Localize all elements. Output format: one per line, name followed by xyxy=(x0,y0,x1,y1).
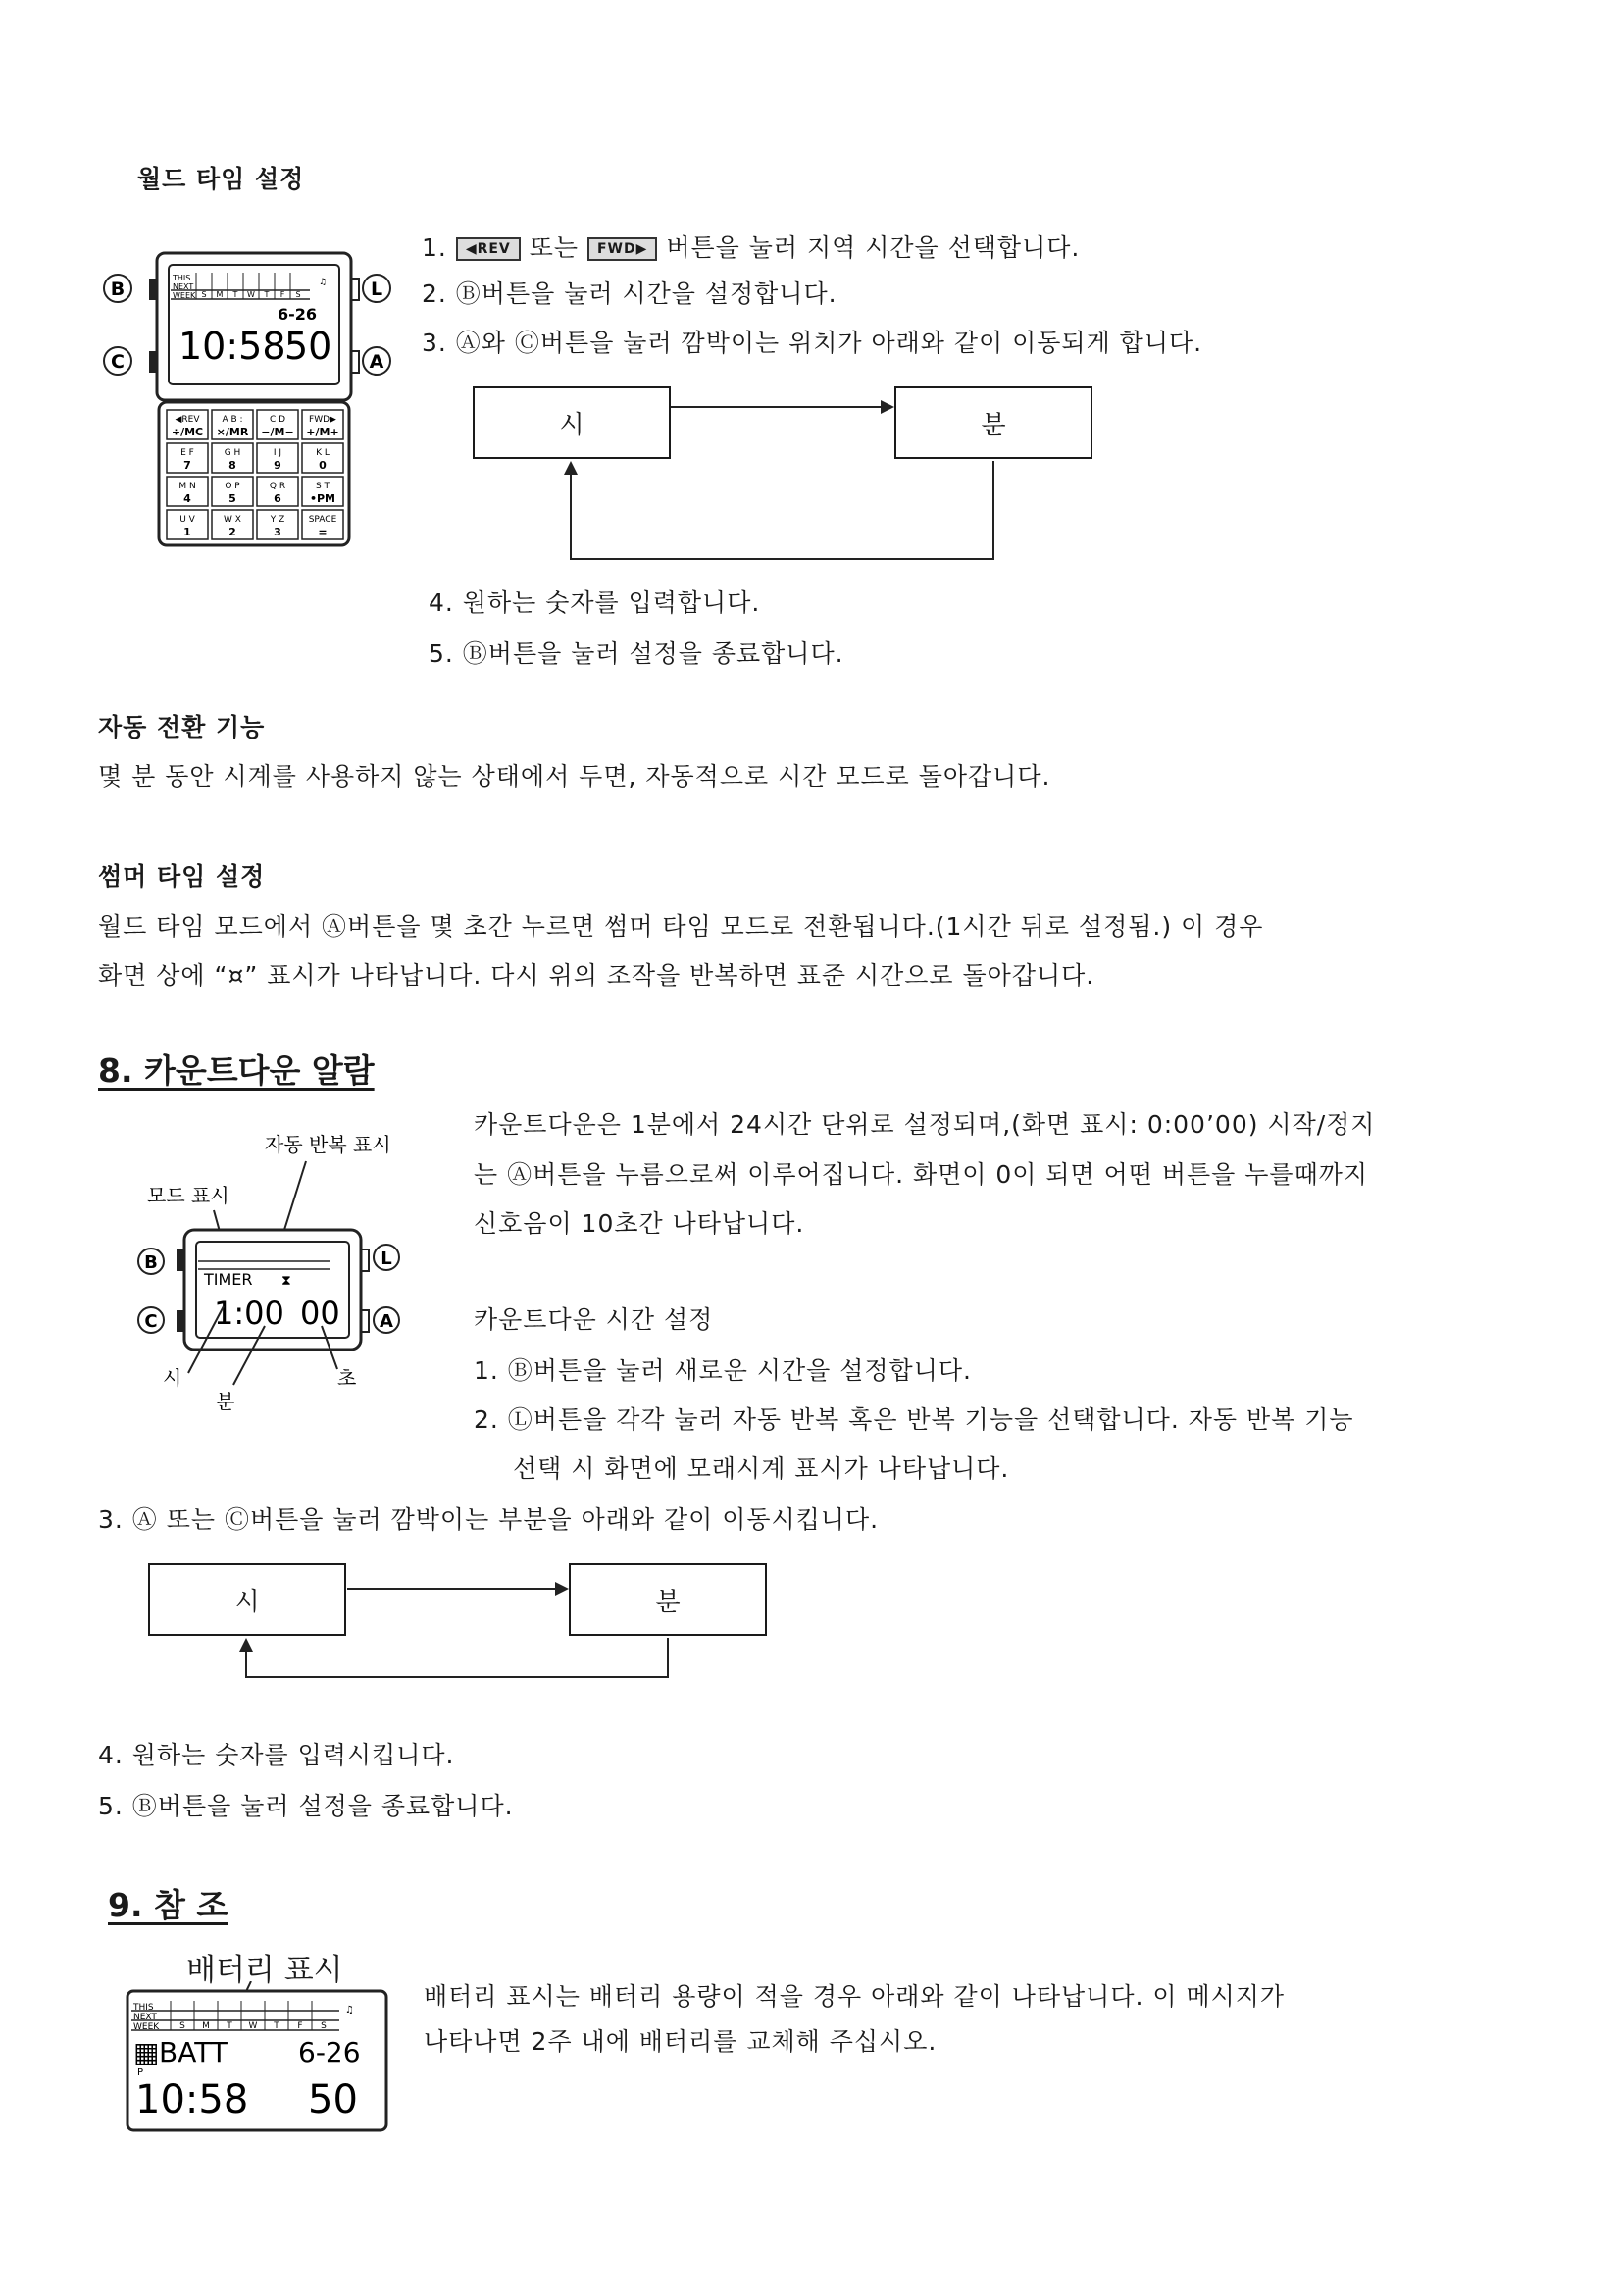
auto-repeat-label: 자동 반복 표시 xyxy=(265,1133,391,1156)
weekday-label: S xyxy=(179,2021,185,2031)
keypad-key-bottom-label: 8 xyxy=(228,459,236,472)
keypad-key-bottom-label: 2 xyxy=(228,526,236,538)
watch1-row-next: NEXT xyxy=(173,282,194,291)
keypad-key-top-label: A B : xyxy=(222,415,243,425)
rev-button-image: ◀REV xyxy=(456,237,521,261)
watch1-btn-a-label: A xyxy=(369,351,384,373)
keypad-key-top-label: S T xyxy=(315,482,330,491)
reference-section-title: 9. 참 조 xyxy=(108,1886,228,1924)
keypad-key-top-label: Q R xyxy=(269,482,286,491)
watch2-seconds: 00 xyxy=(300,1295,340,1332)
flow1-hour-box: 시 xyxy=(473,386,671,459)
keypad-key-top-label: ◀REV xyxy=(175,415,200,425)
keypad-key-top-label: G H xyxy=(224,448,241,458)
keypad-key-bottom-label: 6 xyxy=(274,492,281,505)
countdown-step2a: 2. Ⓛ버튼을 각각 눌러 자동 반복 혹은 반복 기능을 선택합니다. 자동 반복 기능 xyxy=(474,1405,1354,1434)
keypad-key-bottom-label: 1 xyxy=(183,526,191,538)
keypad-key-bottom-label: 0 xyxy=(319,459,327,472)
weekday-label: F xyxy=(297,2021,303,2031)
keypad-key-top-label: SPACE xyxy=(308,515,337,525)
watch1-row-this: THIS xyxy=(173,274,191,282)
weekday-label: T xyxy=(227,2021,232,2031)
world-step1 xyxy=(422,229,1080,264)
watch-calculator-illustration xyxy=(98,243,392,547)
flow1-arrows xyxy=(471,382,1098,569)
keypad-key-bottom-label: −/M− xyxy=(261,426,294,438)
keypad-key-top-label: FWD▶ xyxy=(309,415,336,425)
countdown-step2b: 선택 시 화면에 모래시계 표시가 나타납니다. xyxy=(513,1454,1010,1483)
battery-alarm-icon: ♫ xyxy=(345,2005,354,2015)
watch2-mode-text: TIMER xyxy=(204,1270,253,1289)
world-step3: 3. Ⓐ와 Ⓒ버튼을 눌러 깜박이는 위치가 아래와 같이 이동되게 합니다. xyxy=(422,329,1203,357)
watch1-btn-c-label: C xyxy=(111,351,125,373)
alarm-icon: ♫ xyxy=(319,278,328,287)
watch2-btn-a-label: A xyxy=(380,1311,393,1332)
keypad-key-top-label: M N xyxy=(178,482,196,491)
countdown-watch-illustration xyxy=(127,1128,451,1422)
countdown-intro-line1: 카운트다운은 1분에서 24시간 단위로 설정되며,(화면 표시: 0:00’00) 시작/정지 xyxy=(474,1110,1376,1139)
world-step2: 2. Ⓑ버튼을 눌러 시간을 설정합니다. xyxy=(422,280,837,308)
keypad-key-bottom-label: •PM xyxy=(309,492,336,505)
battery-row-next: NEXT xyxy=(133,2013,157,2022)
countdown-section-title: 8. 카운트다운 알람 xyxy=(98,1051,375,1090)
world-step1-or: 또는 xyxy=(529,233,580,262)
countdown-intro-line2: 는 Ⓐ버튼을 누름으로써 이루어집니다. 화면이 0이 되면 어떤 버튼을 누를때까지 xyxy=(474,1160,1369,1189)
keypad-key-bottom-label: = xyxy=(318,526,328,538)
weekday-label: W xyxy=(248,2021,258,2031)
watch1-seconds: 50 xyxy=(284,325,332,368)
keypad-key-top-label: Y Z xyxy=(270,515,285,525)
battery-time: 10:58 xyxy=(135,2077,249,2122)
countdown-sub-title: 카운트다운 시간 설정 xyxy=(474,1305,714,1334)
weekday-label: F xyxy=(279,290,285,299)
keypad-key-bottom-label: ×/MR xyxy=(216,426,249,438)
second-label: 초 xyxy=(337,1366,357,1390)
battery-date: 6-26 xyxy=(298,2036,361,2068)
keypad-key-top-label: C D xyxy=(269,415,286,425)
keypad-key-bottom-label: 7 xyxy=(183,459,191,472)
world-step1-number: 1. xyxy=(422,233,447,262)
countdown-step4: 4. 원하는 숫자를 입력시킵니다. xyxy=(98,1741,455,1769)
weekday-label: W xyxy=(247,290,255,299)
flow2-minute-box: 분 xyxy=(569,1563,767,1636)
mode-indicator-label: 모드 표시 xyxy=(147,1184,229,1207)
keypad-key-bottom-label: 3 xyxy=(274,526,281,538)
watch1-row-week: WEEK xyxy=(173,291,196,300)
weekday-label: T xyxy=(274,2021,279,2031)
flow2-hour-box: 시 xyxy=(148,1563,346,1636)
keypad-key-bottom-label: 5 xyxy=(228,492,236,505)
countdown-step1: 1. Ⓑ버튼을 눌러 새로운 시간을 설정합니다. xyxy=(474,1356,972,1385)
countdown-step3: 3. Ⓐ 또는 Ⓒ버튼을 눌러 깜박이는 부분을 아래와 같이 이동시킵니다. xyxy=(98,1505,880,1534)
keypad-key-bottom-label: 4 xyxy=(183,492,191,505)
summer-time-line2: 화면 상에 “¤” 표시가 나타납니다. 다시 위의 조작을 반복하면 표준 시간으로 돌아갑니다. xyxy=(98,961,1095,990)
hourglass-icon: ⧗ xyxy=(281,1273,291,1289)
battery-seconds: 50 xyxy=(308,2077,358,2122)
watch2-btn-b-label: B xyxy=(144,1252,158,1273)
keypad-key-bottom-label: +/M+ xyxy=(306,426,339,438)
world-step4: 4. 원하는 숫자를 입력합니다. xyxy=(429,588,761,617)
weekday-label: T xyxy=(232,290,238,299)
battery-row-week: WEEK xyxy=(133,2022,160,2032)
weekday-label: M xyxy=(202,2021,210,2031)
keypad-key-top-label: O P xyxy=(225,482,240,491)
battery-batt-text: BATT xyxy=(159,2036,228,2068)
world-time-title: 월드 타임 설정 xyxy=(137,165,305,193)
watch1-time: 10:58 xyxy=(178,325,286,368)
keypad-key-top-label: I J xyxy=(273,448,282,458)
reference-body-line2: 나타나면 2주 내에 배터리를 교체해 주십시오. xyxy=(424,2027,938,2056)
battery-grid-icon: ▦ xyxy=(133,2036,160,2068)
keypad-key-bottom-label: ÷/MC xyxy=(171,426,204,438)
keypad-key-top-label: U V xyxy=(179,515,195,525)
watch2-btn-c-label: C xyxy=(144,1311,158,1332)
summer-time-line1: 월드 타임 모드에서 Ⓐ버튼을 몇 초간 누르면 썸머 타임 모드로 전환됩니다.(1시간 뒤로 설정됨.) 이 경우 xyxy=(98,912,1264,941)
auto-return-title: 자동 전환 기능 xyxy=(98,713,266,741)
weekday-label: S xyxy=(295,290,301,299)
keypad-key-bottom-label: 9 xyxy=(274,459,281,472)
watch1-btn-b-label: B xyxy=(110,279,126,300)
watch1-btn-l-label: L xyxy=(370,279,383,300)
auto-return-body: 몇 분 동안 시계를 사용하지 않는 상태에서 두면, 자동적으로 시간 모드로 돌아갑니다. xyxy=(98,762,1051,790)
watch2-btn-l-label: L xyxy=(381,1249,392,1269)
reference-body-line1: 배터리 표시는 배터리 용량이 적을 경우 아래와 같이 나타납니다. 이 메시지가 xyxy=(424,1982,1286,2011)
countdown-step5: 5. Ⓑ버튼을 눌러 설정을 종료합니다. xyxy=(98,1792,514,1820)
world-step1-text: 버튼을 눌러 지역 시간을 선택합니다. xyxy=(666,233,1081,262)
watch1-date: 6-26 xyxy=(278,305,318,324)
keypad-key-top-label: K L xyxy=(316,448,330,458)
flow1-minute-box: 분 xyxy=(894,386,1092,459)
hour-label: 시 xyxy=(163,1366,182,1390)
weekday-label: T xyxy=(264,290,270,299)
world-step5: 5. Ⓑ버튼을 눌러 설정을 종료합니다. xyxy=(429,639,844,668)
countdown-intro-line3: 신호음이 10초간 나타납니다. xyxy=(474,1209,805,1238)
keypad-key-top-label: W X xyxy=(224,515,241,525)
summer-time-title: 썸머 타임 설정 xyxy=(98,862,266,891)
weekday-label: S xyxy=(201,290,207,299)
battery-indicator-label: 배터리 표시 xyxy=(186,1953,343,1988)
battery-row-this: THIS xyxy=(133,2003,154,2013)
minute-label: 분 xyxy=(216,1390,235,1413)
weekday-label: M xyxy=(216,290,224,299)
battery-lcd-illustration xyxy=(124,1981,398,2138)
watch2-time: 1:00 xyxy=(214,1295,284,1332)
weekday-label: S xyxy=(321,2021,327,2031)
keypad-key-top-label: E F xyxy=(180,448,194,458)
battery-pm-indicator: P xyxy=(137,2067,144,2078)
fwd-button-image: FWD▶ xyxy=(587,237,657,261)
flow2-arrows xyxy=(145,1559,773,1687)
